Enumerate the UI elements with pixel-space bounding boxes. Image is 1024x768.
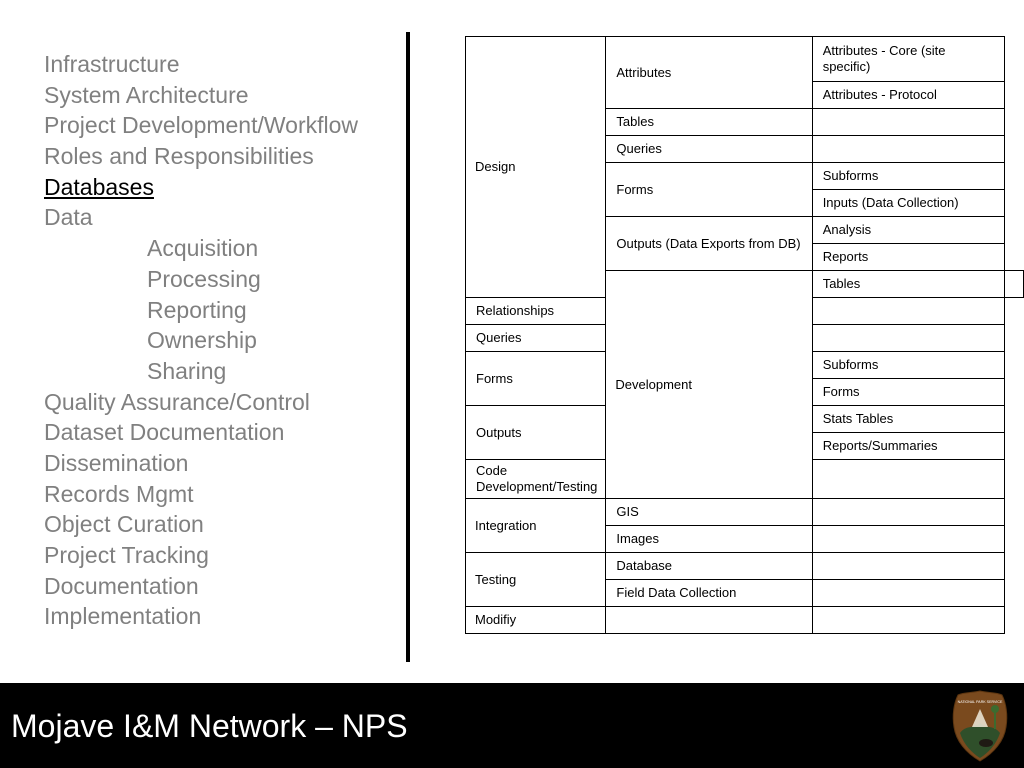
menu-subitem-processing[interactable]: Processing: [147, 265, 261, 292]
menu-item-records-mgmt[interactable]: Records Mgmt: [44, 480, 194, 507]
subtask-cell: Forms: [812, 379, 1004, 406]
task-cell: Tables: [606, 109, 812, 136]
menu-subitem-sharing[interactable]: Sharing: [147, 357, 227, 384]
subtask-cell: Attributes - Core (site specific): [812, 37, 1004, 82]
phase-cell-design: Design: [466, 37, 606, 298]
empty-cell: [812, 499, 1004, 526]
task-cell: Relationships: [466, 298, 606, 325]
menu-item-quality-assurance[interactable]: Quality Assurance/Control: [44, 388, 310, 415]
logo-text: NATIONAL PARK SERVICE: [957, 700, 1003, 704]
phase-cell-testing: Testing: [466, 553, 606, 607]
empty-cell: [812, 607, 1004, 634]
menu-subitem-ownership[interactable]: Ownership: [147, 327, 257, 354]
vertical-divider: [406, 32, 410, 662]
subtask-cell: Subforms: [812, 352, 1004, 379]
empty-cell: [812, 580, 1004, 607]
phase-cell-modify: Modifiy: [466, 607, 606, 634]
empty-cell: [812, 325, 1004, 352]
footer-bar: [0, 683, 1024, 768]
menu-item-data[interactable]: Data: [44, 204, 93, 231]
empty-cell: [812, 526, 1004, 553]
menu-item-dataset-documentation[interactable]: Dataset Documentation: [44, 419, 285, 446]
menu-item-databases[interactable]: Databases: [44, 173, 154, 200]
subtask-cell: Analysis: [812, 217, 1004, 244]
menu-subitem-acquisition[interactable]: Acquisition: [147, 235, 259, 262]
empty-cell: [606, 607, 812, 634]
phase-cell-development: Development: [606, 271, 812, 499]
task-cell: Forms: [466, 352, 606, 406]
subtask-cell: Subforms: [812, 163, 1004, 190]
phase-cell-integration: Integration: [466, 499, 606, 553]
task-cell: GIS: [606, 499, 812, 526]
empty-cell: [812, 553, 1004, 580]
menu-item-dissemination[interactable]: Dissemination: [44, 449, 189, 476]
task-cell: Queries: [606, 136, 812, 163]
menu-item-infrastructure[interactable]: Infrastructure: [44, 51, 180, 77]
subtask-cell: Stats Tables: [812, 406, 1004, 433]
task-cell: Field Data Collection: [606, 580, 812, 607]
menu-item-implementation[interactable]: Implementation: [44, 603, 202, 630]
task-cell: Images: [606, 526, 812, 553]
task-cell: Code Development/Testing: [466, 460, 606, 499]
empty-cell: [812, 136, 1004, 163]
task-cell: Attributes: [606, 37, 812, 109]
empty-cell: [1005, 271, 1024, 298]
table-row: [466, 553, 1024, 580]
menu-item-documentation[interactable]: Documentation: [44, 572, 199, 599]
menu-item-project-development[interactable]: Project Development/Workflow: [44, 112, 359, 139]
table-row: [466, 607, 1024, 634]
subtask-cell: Attributes - Protocol: [812, 82, 1004, 109]
subtask-cell: Reports/Summaries: [812, 433, 1004, 460]
menu-item-project-tracking[interactable]: Project Tracking: [44, 542, 209, 568]
empty-cell: [812, 460, 1004, 499]
task-cell: Database: [606, 553, 812, 580]
menu-subitem-reporting[interactable]: Reporting: [147, 296, 247, 323]
menu-item-roles[interactable]: Roles and Responsibilities: [44, 143, 314, 170]
footer-title: Mojave I&M Network – NPS: [11, 708, 408, 744]
task-cell: Queries: [466, 325, 606, 352]
task-cell: Outputs: [466, 406, 606, 460]
task-cell: Forms: [606, 163, 812, 217]
database-task-table: [465, 36, 1024, 634]
topic-menu: [44, 49, 404, 632]
empty-cell: [812, 109, 1004, 136]
table-row: [466, 37, 1024, 82]
subtask-cell: Reports: [812, 244, 1004, 271]
task-cell: Outputs (Data Exports from DB): [606, 217, 812, 271]
table-row: [466, 499, 1024, 526]
subtask-cell: Inputs (Data Collection): [812, 190, 1004, 217]
menu-item-object-curation[interactable]: Object Curation: [44, 511, 204, 538]
nps-arrowhead-logo-icon: [950, 689, 1010, 763]
task-cell: Tables: [812, 271, 1004, 298]
menu-item-system-architecture[interactable]: System Architecture: [44, 81, 249, 108]
empty-cell: [812, 298, 1004, 325]
